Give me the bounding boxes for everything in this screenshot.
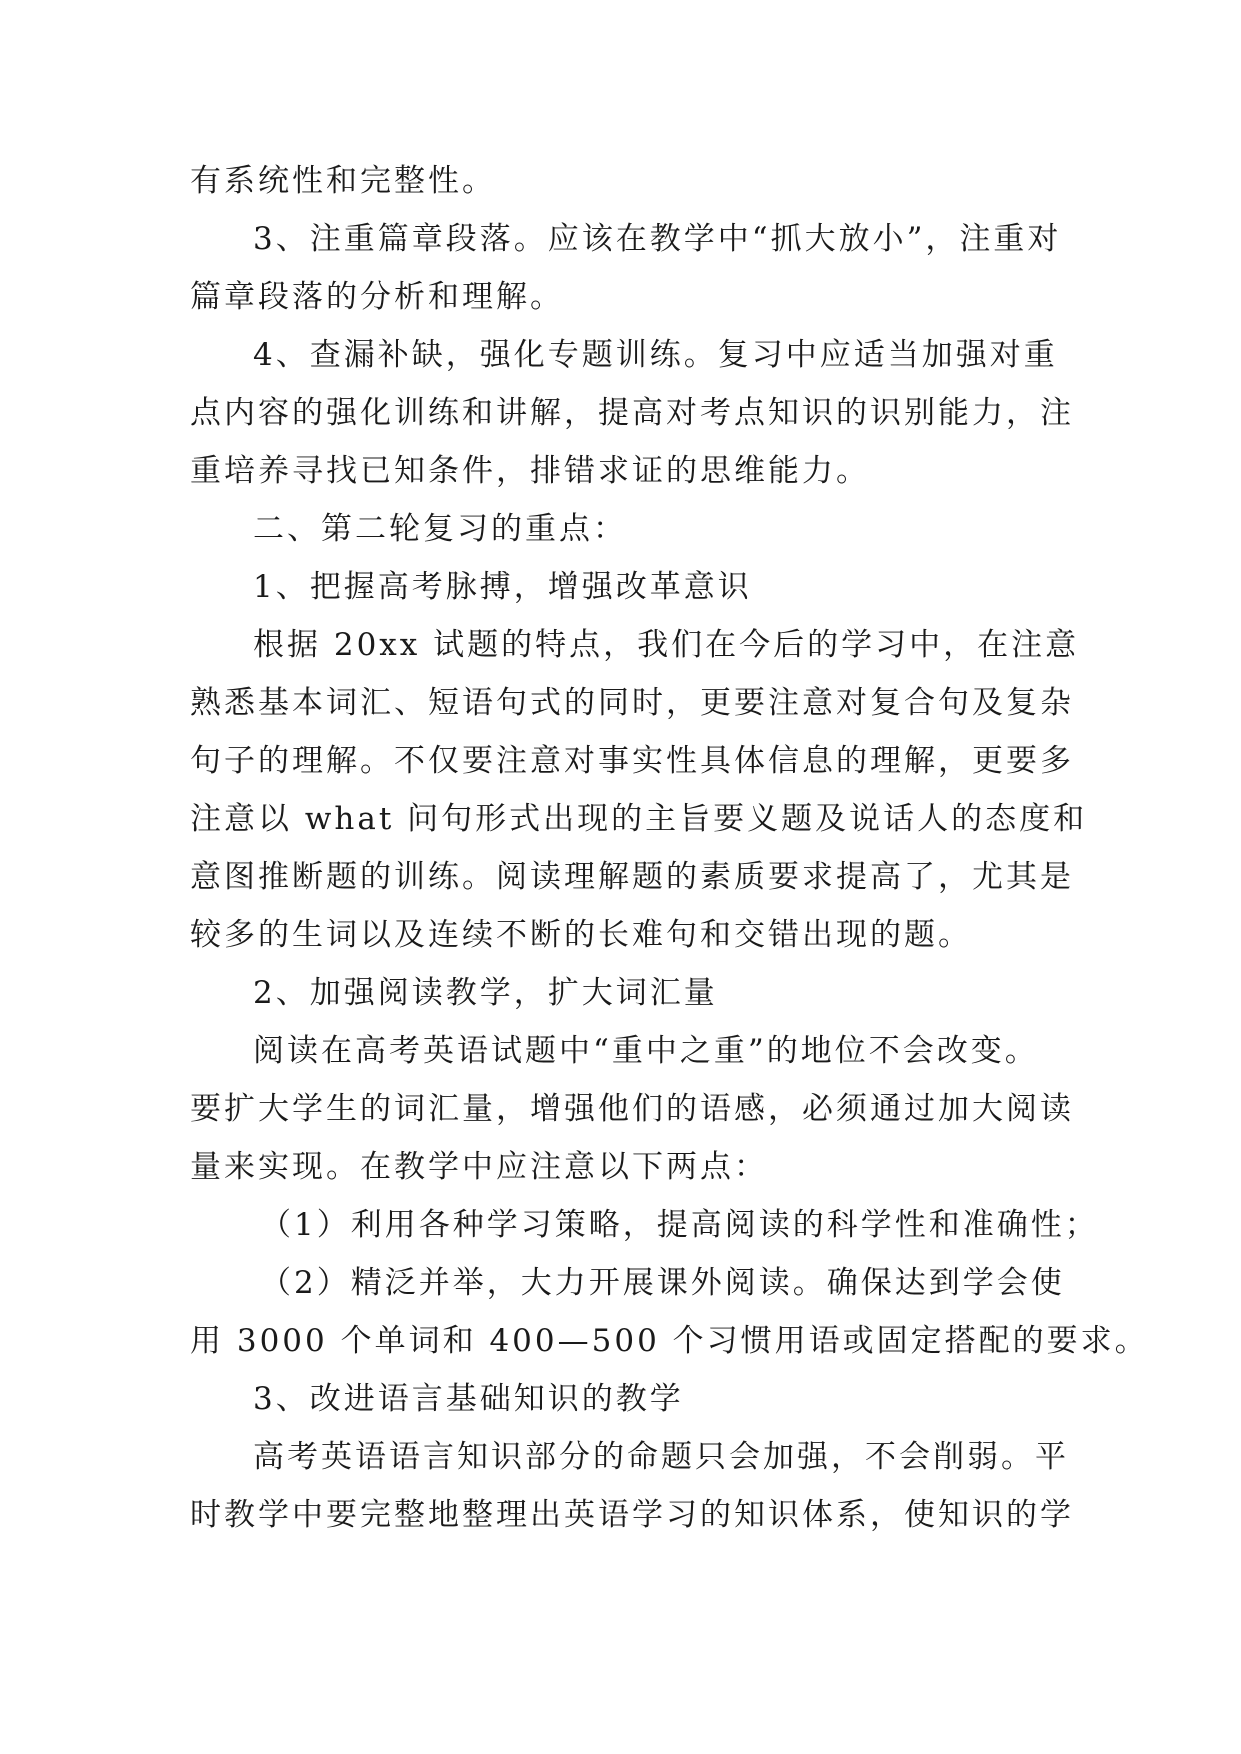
text-line: 注意以 what 问句形式出现的主旨要义题及说话人的态度和 xyxy=(190,801,1088,837)
text-line: 点内容的强化训练和讲解，提高对考点知识的识别能力，注 xyxy=(190,395,1074,431)
list-item: （2）精泛并举，大力开展课外阅读。确保达到学会使 xyxy=(260,1265,1065,1301)
text-line: 意图推断题的训练。阅读理解题的素质要求提高了，尤其是 xyxy=(190,859,1074,895)
subsection-heading: 1、把握高考脉搏，增强改革意识 xyxy=(253,569,752,605)
document-body xyxy=(190,152,1149,1544)
text-line: 用 3000 个单词和 400—500 个习惯用语或固定搭配的要求。 xyxy=(190,1323,1149,1359)
paragraph-start: 阅读在高考英语试题中“重中之重”的地位不会改变。 xyxy=(253,1033,1039,1069)
text-line: 较多的生词以及连续不断的长难句和交错出现的题。 xyxy=(190,917,972,953)
text-line: 熟悉基本词汇、短语句式的同时，更要注意对复合句及复杂 xyxy=(190,685,1074,721)
text-line: 句子的理解。不仅要注意对事实性具体信息的理解，更要多 xyxy=(190,743,1074,779)
text-line: 时教学中要完整地整理出英语学习的知识体系，使知识的学 xyxy=(190,1497,1074,1533)
list-item: 3、注重篇章段落。应该在教学中“抓大放小”，注重对 xyxy=(253,221,1062,257)
subsection-heading: 3、改进语言基础知识的教学 xyxy=(253,1381,684,1417)
text-line: 量来实现。在教学中应注意以下两点： xyxy=(190,1149,768,1185)
text-line: 重培养寻找已知条件，排错求证的思维能力。 xyxy=(190,453,870,489)
section-heading: 二、第二轮复习的重点： xyxy=(253,511,627,547)
text-line: 要扩大学生的词汇量，增强他们的语感，必须通过加大阅读 xyxy=(190,1091,1074,1127)
paragraph-start: 高考英语语言知识部分的命题只会加强，不会削弱。平 xyxy=(253,1439,1069,1475)
text-line: 有系统性和完整性。 xyxy=(190,163,496,199)
text-line: 篇章段落的分析和理解。 xyxy=(190,279,564,315)
list-item: 4、查漏补缺，强化专题训练。复习中应适当加强对重 xyxy=(253,337,1058,373)
subsection-heading: 2、加强阅读教学，扩大词汇量 xyxy=(253,975,718,1011)
paragraph-start: 根据 20xx 试题的特点，我们在今后的学习中，在注意 xyxy=(253,627,1080,663)
list-item: （1）利用各种学习策略，提高阅读的科学性和准确性； xyxy=(260,1207,1099,1243)
